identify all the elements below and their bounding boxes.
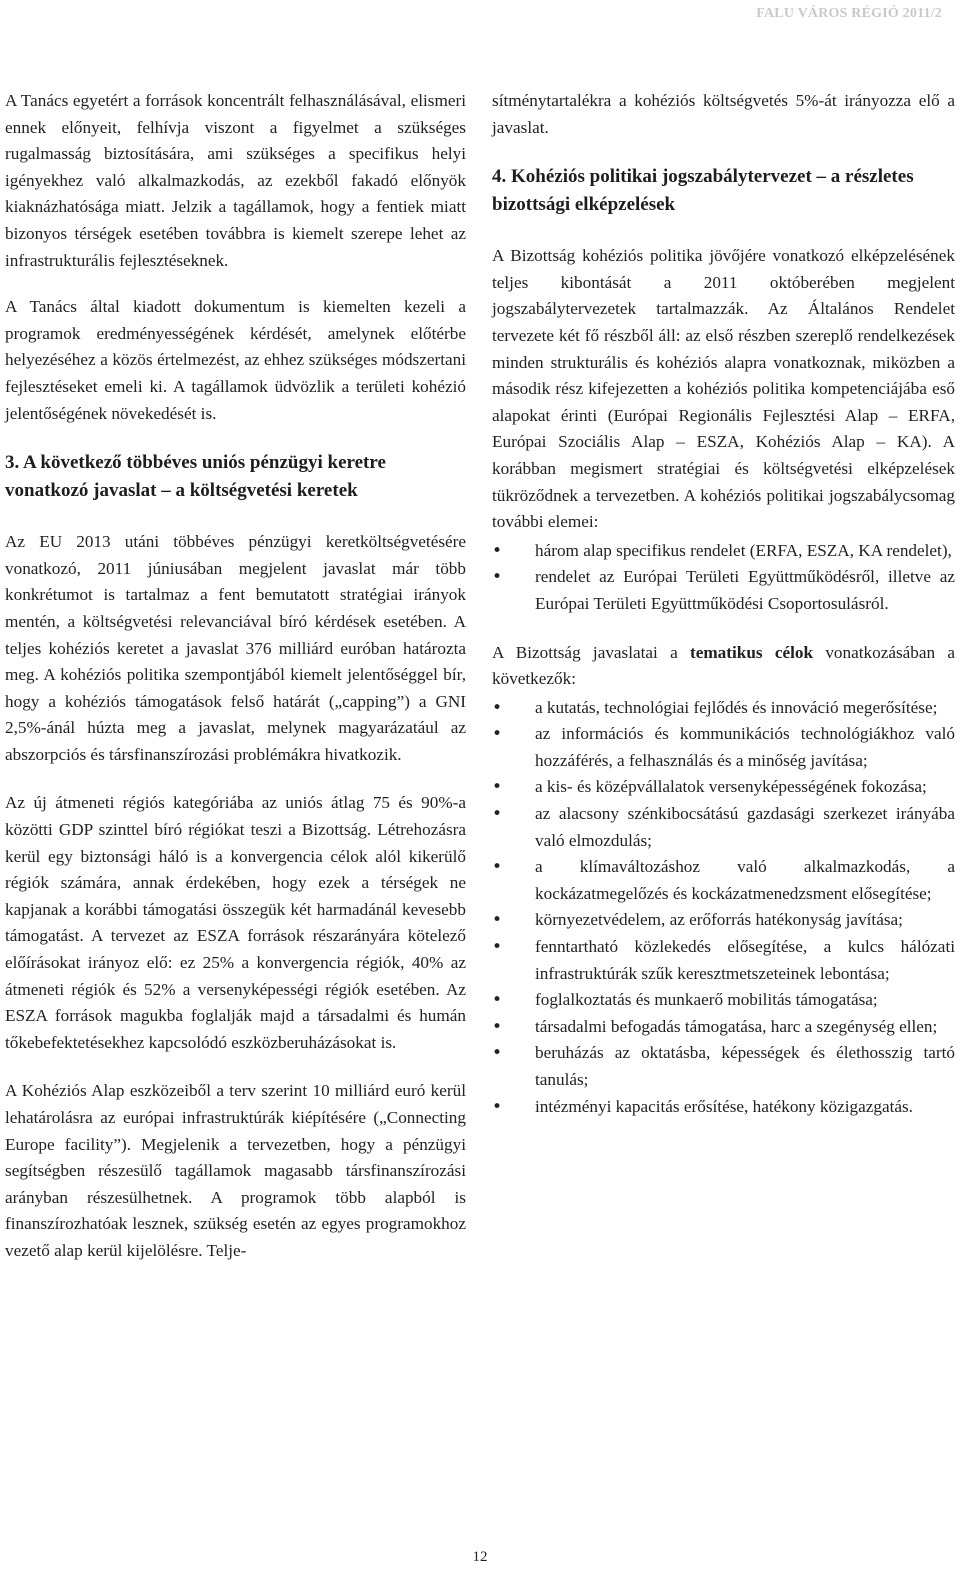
list-item: • három alap specifikus rendelet (ERFA, ESZA, KA rendelet), (492, 538, 955, 565)
paragraph-transition-regions: Az új átmeneti régiós kategóriába az uniós átlag 75 és 90%-a közötti GDP szinttel bíró régiókat teszi a Bizottság. Létrehozásra kerül egy biztonsági háló is a konvergencia célok alól kikerülő régiók számára, annak érdekében, hogy ezek a térségek ne kapjanak a korábbi támogatási összegük két harmadánál kevesebb támogatást. A tervezet az ESZA források részarányára kötelező előírásokat irányoz elő: ez 25% a konvergencia régiók, 40% az átmeneti régiók és 52% a versenyképességi régiók esetében. Az ESZA források magukba foglalják majd a társadalmi és humán tőkebefektetésekhez kapcsolódó eszközberuházásokat is. (5, 793, 466, 1052)
paragraph-cohesion-fund: A Kohéziós Alap eszközeiből a terv szerint 10 milliárd euró kerül lehatárolásra az európai infrastruktúrák kiépítésére („Connecting Europe facility”). Megjelenik a tervezetben, hogy a pénzügyi segítségben részesülő tagállamok magasabb társfinanszírozási arányban részesülhetnek. A programok több alapból is finanszírozhatóak lesznek, szükség esetén az egyes programokhoz vezető alap kerül kijelölésre. Telje- (5, 1081, 466, 1260)
page-number: 12 (472, 1549, 488, 1565)
list-item: • fenntartható közlekedés elősegítése, a kulcs hálózati infrastruktúrák szűk keresztmetszeteinek lebontása; (492, 934, 955, 987)
running-header-title: FALU VÁROS RÉGIÓ 2011/2 (756, 6, 942, 21)
section-heading-3: 3. A következő többéves uniós pénzügyi keretre vonatkozó javaslat – a költségvetési keretek (5, 452, 386, 502)
list-item: • beruházás az oktatásba, képességek és élethosszig tartó tanulás; (492, 1040, 955, 1093)
list-item: • az információs és kommunikációs technológiákhoz való hozzáférés, a felhasználás és a minőség javítása; (492, 721, 955, 774)
paragraph-council-agreement: A Tanács egyetért a források koncentrált felhasználásával, elismeri ennek előnyeit, felhívja viszont a figyelmet a szükséges rugalmasság biztosítására, ami szükséges a specifikus helyi igényekhez való alkalmazkodás, az ezekből fakadó előnyök kiaknázhatósága miatt. Jelzik a tagállamok, hogy a fentiek miatt bizonyos térségek esetében továbbra is kiemelt szerepe lehet az infrastrukturális fejlesztéseknek. (5, 91, 466, 270)
thematic-goals-list (492, 695, 955, 1121)
thematic-intro-suffix: vonatkozásában a következők: (492, 642, 955, 689)
list-item: • foglalkoztatás és munkaerő mobilitás támogatása; (492, 987, 955, 1014)
paragraph-legislative-package: A Bizottság kohéziós politika jövőjére vonatkozó elképzelésének teljes kibontását a 2011 októberében megjelent jogszabálytervezetek tartalmazzák. Az Általános Rendelet tervezete két fő részből áll: az első részben szereplő rendelkezések minden strukturális és kohéziós alapra vonatkoznak, miközben a második rész kifejezetten a kohéziós politika kompetenciájába eső alapokat érinti (Európai Regionális Fejlesztési Alap – ERFA, Európai Szociális Alap – ESZA, Kohéziós Alap – KA). A korábban megismert stratégiai és költségvetési elképzelések tükröződnek a tervezetben. A kohéziós politikai jogszabálycsomag további elemei: (492, 246, 955, 532)
paragraph-council-document: A Tanács által kiadott dokumentum is kiemelten kezeli a programok eredményességének kérdését, amelynek előtérbe helyezéséhez a közös értelmezést, az ehhez szükséges módszertani fejlesztéseket emeli ki. A tagállamok üdvözlik a területi kohézió jelentőségének növekedését is. (5, 297, 466, 423)
list-item: • az alacsony szénkibocsátású gazdasági szerkezet irányába való elmozdulás; (492, 801, 955, 854)
list-item: • a kis- és középvállalatok versenyképességének fokozása; (492, 774, 955, 801)
thematic-goals-emphasis: tematikus célok (690, 642, 814, 662)
package-elements-list (492, 538, 955, 618)
thematic-intro-prefix: A Bizottság javaslatai a (492, 642, 691, 662)
list-item: • intézményi kapacitás erősítése, hatékony közigazgatás. (492, 1094, 955, 1121)
list-item: • társadalmi befogadás támogatása, harc a szegénység ellen; (492, 1014, 955, 1041)
paragraph-financial-framework: Az EU 2013 utáni többéves pénzügyi keretköltségvetésére vonatkozó, 2011 júniusában megjelent javaslat már több konkrétumot is tartalmaz a fent bemutatott stratégiai irányok mentén, a költségvetési relevanciával bíró kérdések esetében. A teljes kohéziós keretet a javaslat 376 milliárd euróban határozta meg. A kohéziós politika szempontjából kiemelt jelentőséggel bír, hogy a kohéziós támogatások felső határát („capping”) a GNI 2,5%-ánál húzta meg a javaslat, melynek magyarázatául az abszorpciós és társfinanszírozási problémákra hivatkozik. (5, 532, 466, 764)
right-column (492, 88, 955, 1142)
list-item: • a klímaváltozáshoz való alkalmazkodás, a kockázatmegelőzés és kockázatmenedzsment elősegítése; (492, 854, 955, 907)
list-item: • rendelet az Európai Területi Együttműködésről, illetve az Európai Területi Együttműködési Csoportosulásról. (492, 564, 955, 617)
list-item: • a kutatás, technológiai fejlődés és innováció megerősítése; (492, 695, 955, 722)
section-heading-4: 4. Kohéziós politikai jogszabálytervezet – a részletes bizottsági elképzelések (492, 166, 914, 216)
paragraph-thematic-goals-intro (492, 640, 955, 693)
paragraph-performance-reserve: sítménytartalékra a kohéziós költségvetés 5%-át irányozza elő a javaslat. (492, 91, 955, 137)
left-column (5, 88, 466, 1285)
list-item: • környezetvédelem, az erőforrás hatékonyság javítása; (492, 907, 955, 934)
